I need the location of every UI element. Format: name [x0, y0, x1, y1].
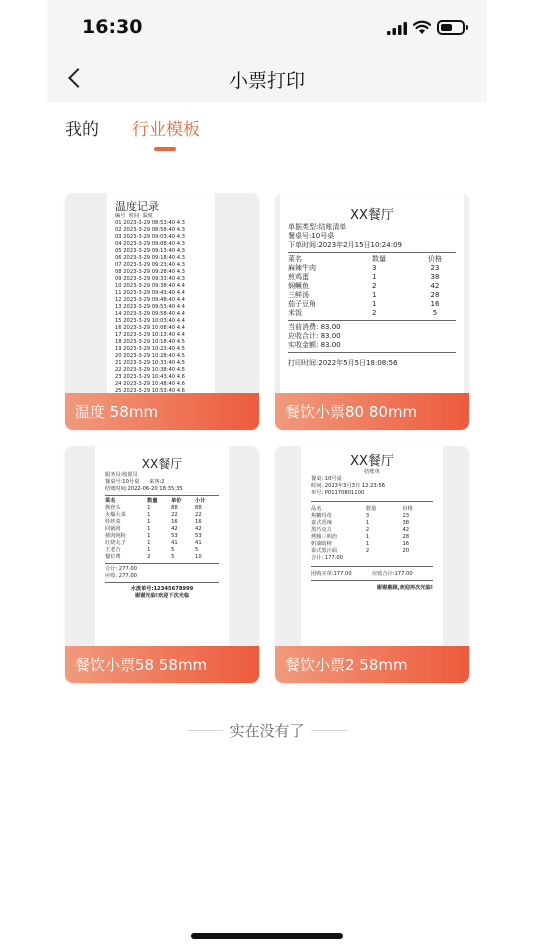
receipt-headers: 品名 数量 价格	[311, 506, 413, 512]
receipt-item-row	[311, 541, 433, 548]
receipt-thanks: 谢谢光临!欢迎下次光临	[134, 593, 190, 599]
receipt-item-cell: 米饭	[288, 309, 302, 317]
receipt-item-cell: 麻辣牛肉	[288, 264, 316, 272]
receipt-item-row	[105, 519, 219, 526]
end-of-list	[47, 718, 487, 742]
temperature-row: 08 2023-3-29 09:28:40 4.3	[115, 269, 185, 275]
receipt-item-cell: 22	[195, 512, 202, 518]
tab-industry-templates[interactable]: 行业模板	[132, 120, 200, 140]
receipt-item-cell: 王老吉	[105, 547, 121, 553]
receipt-item-cell: 1	[147, 512, 151, 518]
home-indicator	[191, 933, 343, 939]
receipt-item-row	[311, 548, 433, 555]
receipt-total: 合计: 277.00	[105, 566, 137, 572]
receipt-item-cell: 42	[195, 526, 202, 532]
receipt-item-cell: 2	[372, 282, 377, 290]
receipt-item-cell: 3	[372, 264, 377, 272]
receipt-headers: 菜名 数量 价格	[288, 255, 442, 263]
receipt-item-cell: 1	[147, 533, 151, 539]
template-card-temperature[interactable]	[65, 193, 259, 430]
receipt-item-cell: 16	[402, 541, 410, 547]
template-card-restaurant-58[interactable]	[65, 446, 259, 683]
template-card-restaurant-2[interactable]	[275, 446, 469, 683]
receipt-item-cell: 1	[147, 505, 151, 511]
active-tab-indicator	[154, 147, 176, 151]
temperature-row: 10 2023-3-29 09:38:40 4.4	[115, 283, 185, 289]
temperature-row: 03 2023-3-29 09:03:40 4.3	[115, 234, 185, 240]
receipt-item-cell: 42	[430, 282, 440, 290]
card-label: 餐饮小票58 58mm	[65, 646, 259, 683]
battery-icon	[437, 20, 465, 35]
temperature-row: 22 2023-3-29 10:38:40 4.5	[115, 367, 185, 373]
receipt-item-cell: 焖鳜鱼	[288, 282, 309, 290]
temperature-row: 23 2023-3-29 10:43:40 4.6	[115, 374, 185, 380]
receipt-serial: 水流单号:12345678999	[130, 586, 194, 592]
temperature-row: 19 2023-3-29 10:23:40 4.5	[115, 346, 185, 352]
divider-right	[311, 730, 347, 731]
temperature-row: 07 2023-3-29 09:23:40 4.3	[115, 262, 185, 268]
receipt-item-row	[288, 273, 456, 282]
receipt-rows	[115, 220, 207, 393]
receipt-item-cell: 1	[372, 273, 377, 281]
receipt-item-cell: 5	[195, 547, 199, 553]
receipt-item-cell: 42	[402, 527, 410, 533]
receipt-item-cell: 2	[147, 554, 151, 560]
receipt-item-row	[105, 547, 219, 554]
receipt-preview	[107, 193, 215, 393]
receipt-preview	[95, 446, 229, 646]
receipt-item-cell: 41	[195, 540, 202, 546]
receipt-item-cell: 16	[171, 519, 178, 525]
receipt-item-cell: 23	[430, 264, 440, 272]
receipt-item-cell: 10	[195, 554, 202, 560]
receipt-item-cell: 1	[372, 291, 377, 299]
receipt-title: XX餐厅	[350, 454, 394, 469]
temperature-row: 11 2023-3-29 09:43:40 4.4	[115, 290, 185, 296]
tab-mine[interactable]: 我的	[65, 120, 99, 140]
receipt-item-cell: 2	[372, 309, 377, 317]
receipt-item-cell: 53	[195, 533, 202, 539]
temperature-row: 15 2023-3-29 10:03:40 4.4	[115, 318, 185, 324]
temperature-row: 13 2023-3-29 09:53:40 4.4	[115, 304, 185, 310]
receipt-item-cell: 42	[171, 526, 178, 532]
receipt-info-time: 结账时间:2022-06-20 18:35:35	[105, 486, 183, 492]
receipt-item-cell: 5	[171, 547, 175, 553]
page-title: 小票打印	[228, 70, 305, 92]
receipt-item-cell: 1	[147, 540, 151, 546]
receipt-item-cell: 28	[430, 291, 440, 299]
receipt-item-row	[105, 526, 219, 533]
receipt-info-type: 单据类型:结账清单	[288, 223, 347, 231]
end-of-list-text: 实在没有了	[229, 722, 305, 740]
temperature-row: 09 2023-3-29 09:33:40 4.3	[115, 276, 185, 282]
receipt-item-cell: 1	[147, 519, 151, 525]
receipt-item-row	[105, 505, 219, 512]
receipt-item-cell: 88	[195, 505, 202, 511]
receipt-item-cell: 22	[171, 512, 178, 518]
receipt-preview	[280, 193, 464, 393]
receipt-item-cell: 煎鸡蛋	[288, 273, 309, 281]
receipt-item-row	[105, 554, 219, 561]
receipt-item-row	[288, 282, 456, 291]
temperature-row: 18 2023-3-29 10:18:40 4.5	[115, 339, 185, 345]
receipt-item-row	[311, 513, 433, 520]
receipt-item-row	[311, 534, 433, 541]
receipt-item-cell: 3	[365, 513, 370, 519]
card-label: 餐饮小票80 80mm	[275, 393, 469, 430]
receipt-total-paid: 实收金额: 83.00	[288, 341, 341, 349]
receipt-item-cell: 1	[147, 526, 151, 532]
receipt-total: 合计: 177.00	[311, 555, 343, 561]
receipt-item-cell: 5	[171, 554, 175, 560]
temperature-row: 04 2023-3-29 09:08:40 4.3	[115, 241, 185, 247]
receipt-item-cell: 1	[365, 541, 370, 547]
signal-icon	[387, 22, 407, 35]
receipt-item-cell: 烤肠三明治	[311, 534, 337, 540]
receipt-item-cell: 泰式香辣	[311, 520, 332, 526]
receipt-info-table: 餐桌: 10号桌	[311, 476, 342, 482]
receipt-total-current: 当前消费: 83.00	[288, 323, 341, 331]
receipt-item-cell: 16	[430, 300, 440, 308]
receipt-thanks: 谢谢惠顾,欢迎再次光临!	[376, 585, 433, 591]
temperature-row: 06 2023-3-29 09:18:40 4.3	[115, 255, 185, 261]
receipt-item-cell: 1	[147, 547, 151, 553]
receipt-item-row	[288, 309, 456, 318]
receipt-item-cell: 5	[432, 309, 438, 317]
receipt-item-cell: 1	[365, 534, 370, 540]
receipt-item-cell: 娃娃菜	[105, 519, 121, 525]
receipt-info-time: 下单时间:2023年2月15日10:24:09	[288, 241, 402, 249]
temperature-row: 01 2023-3-29 08:53:40 4.3	[115, 220, 185, 226]
receipt-item-cell: 2	[365, 548, 370, 554]
receipt-item-cell: 38	[430, 273, 440, 281]
temperature-row: 21 2023-3-29 10:33:40 4.5	[115, 360, 185, 366]
receipt-title: XX餐厅	[141, 457, 183, 471]
receipt-item-row	[105, 512, 219, 519]
receipt-item-cell: 茄子豆角	[288, 300, 316, 308]
receipt-item-row	[288, 264, 456, 273]
receipt-items	[288, 264, 456, 318]
receipt-item-cell: 2	[365, 527, 370, 533]
receipt-item-cell: 16	[195, 519, 202, 525]
receipt-item-row	[311, 527, 433, 534]
receipt-item-cell: 88	[171, 505, 178, 511]
wifi-icon	[413, 20, 431, 35]
card-label: 温度 58mm	[65, 393, 259, 430]
temperature-row: 20 2023-3-29 10:28:40 4.5	[115, 353, 185, 359]
status-time: 16:30	[82, 16, 143, 38]
temperature-row: 17 2023-3-29 10:13:40 4.4	[115, 332, 185, 338]
receipt-item-row	[311, 520, 433, 527]
receipt-item-cell: 猪肉炖粉	[105, 533, 126, 539]
temperature-row: 02 2023-3-29 08:58:40 4.3	[115, 227, 185, 233]
receipt-item-cell: 火爆大菜	[105, 512, 126, 518]
temperature-row: 05 2023-3-29 09:13:40 4.3	[115, 248, 185, 254]
temperature-row: 24 2023-3-29 10:48:40 4.6	[115, 381, 185, 387]
card-label: 餐饮小票2 58mm	[275, 646, 469, 683]
receipt-items	[105, 505, 219, 561]
receipt-info-number: 单号: P01170801100	[311, 490, 365, 496]
receipt-preview	[301, 446, 443, 646]
receipt-headers: 菜名 数量 单价 小计	[105, 498, 206, 504]
receipt-item-cell: 23	[402, 513, 410, 519]
receipt-title: XX餐厅	[350, 208, 394, 223]
receipt-item-cell: 1	[365, 520, 370, 526]
receipt-items	[311, 513, 433, 555]
receipt-item-row	[105, 540, 219, 547]
receipt-info-time: 时间: 2023年3月3日 12:23:56	[311, 483, 386, 489]
receipt-item-row	[288, 300, 456, 309]
temperature-row: 12 2023-3-29 09:48:40 4.4	[115, 297, 185, 303]
receipt-item-cell: 20	[402, 548, 410, 554]
receipt-item-cell: 奶油暗榜	[311, 541, 332, 547]
receipt-item-row	[288, 291, 456, 300]
receipt-summary: 团购买单:177.00 应收合计:177.00	[311, 571, 413, 577]
receipt-item-cell: 红烧丸子	[105, 540, 126, 546]
receipt-info-table: 餐桌号:10号桌 来客:2	[105, 479, 165, 485]
temperature-row: 14 2023-3-29 09:58:40 4.4	[115, 311, 185, 317]
receipt-headers: 编号 时间 温度	[115, 213, 153, 219]
temperature-row: 16 2023-3-29 10:08:40 4.4	[115, 325, 185, 331]
receipt-item-cell: 焦糖玛奇	[311, 513, 332, 519]
receipt-item-cell: 28	[402, 534, 410, 540]
receipt-total-due: 应收合计: 83.00	[288, 332, 341, 340]
template-card-restaurant-80[interactable]	[275, 193, 469, 430]
receipt-item-cell: 41	[171, 540, 178, 546]
receipt-item-cell: 1	[372, 300, 377, 308]
receipt-item-cell: 回锅肉	[105, 526, 121, 532]
receipt-item-cell: 餐位费	[105, 554, 121, 560]
receipt-receivable: 应收: 277.00	[105, 573, 137, 579]
receipt-item-cell: 38	[402, 520, 410, 526]
receipt-item-cell: 三鲜汤	[288, 291, 309, 299]
receipt-item-row	[105, 533, 219, 540]
status-bar	[47, 0, 487, 56]
receipt-subtitle: 结账单	[364, 469, 380, 475]
receipt-item-cell: 酱骨头	[105, 505, 121, 511]
receipt-title: 温度记录	[115, 200, 159, 213]
receipt-item-cell: 黑巧克力	[311, 527, 332, 533]
tab-bar	[47, 112, 487, 156]
receipt-item-cell: 53	[171, 533, 178, 539]
receipt-info-waiter: 服务员:收银员	[105, 472, 138, 478]
navigation-bar	[47, 56, 487, 102]
receipt-info-table: 餐桌号:10号桌	[288, 232, 335, 240]
receipt-print-time: 打印时间:2022年5月5日18:08:56	[288, 359, 398, 367]
temperature-row: 25 2023-3-29 10:53:40 4.6	[115, 388, 185, 393]
receipt-item-cell: 泰式黑汁面	[311, 548, 337, 554]
